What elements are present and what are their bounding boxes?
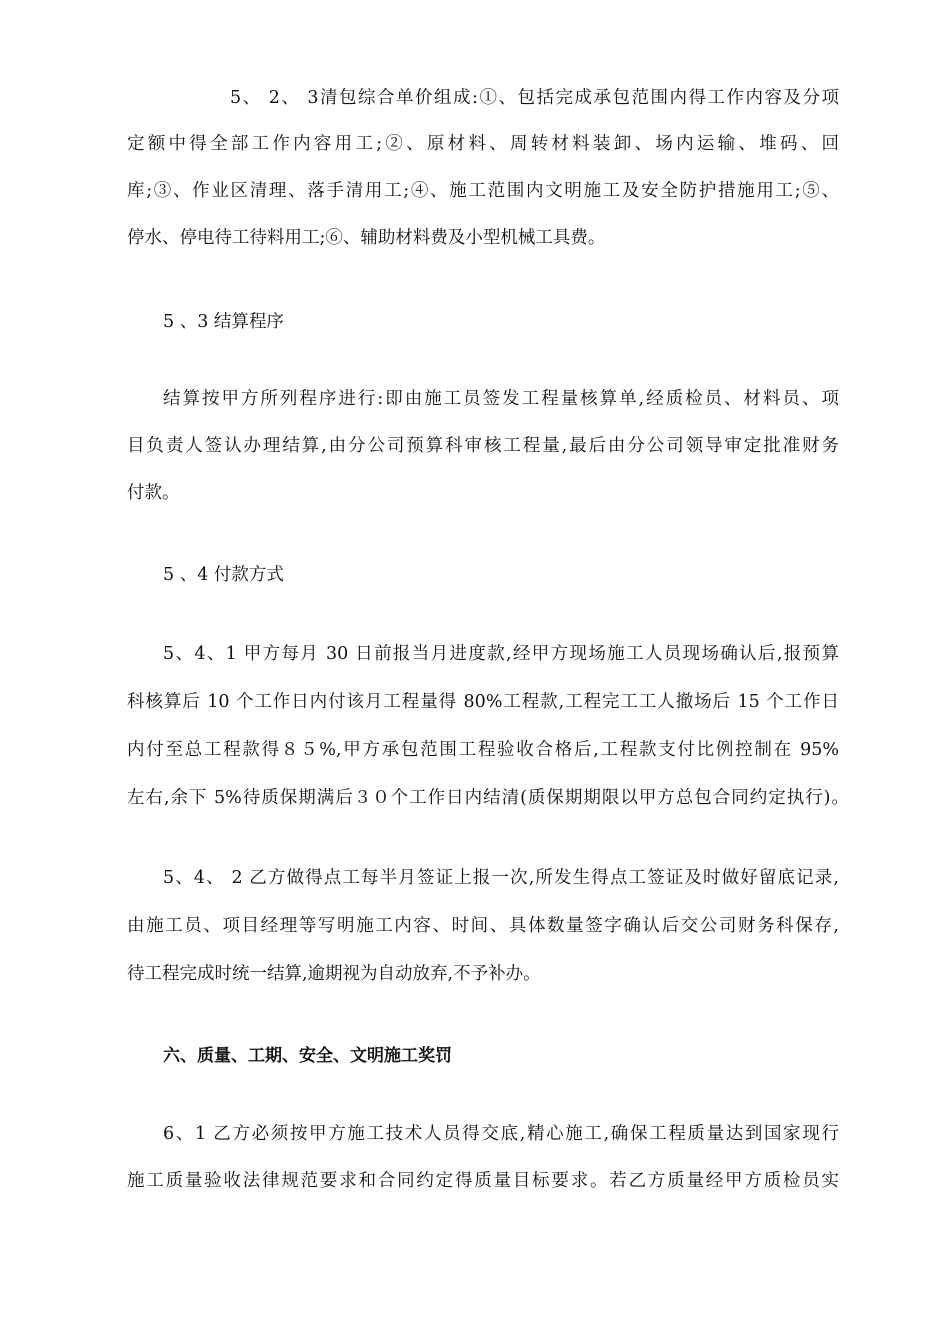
section-heading-6: 六、质量、工期、安全、文明施工奖罚 [163,1046,452,1066]
paragraph-5-4-1-line-1: 5、4、1 甲方每月 30 日前报当月进度款,经甲方现场施工人员现场确认后,报预算 [163,644,839,664]
section-heading-5-3: 5 、3 结算程序 [163,312,284,332]
paragraph-5-3-line-2: 目负责人签认办理结算,由分公司预算科审核工程量,最后由分公司领导审定批准财务 [127,436,839,456]
paragraph-5-4-2-line-3: 待工程完成时统一结算,逾期视为自动放弃,不予补办。 [127,964,541,984]
paragraph-6-1-line-2: 施工质量验收法律规范要求和合同约定得质量目标要求。若乙方质量经甲方质检员实 [127,1171,839,1191]
paragraph-5-3-line-1: 结算按甲方所列程序进行:即由施工员签发工程量核算单,经质检员、材料员、项 [163,389,839,409]
section-heading-5-4: 5 、4 付款方式 [163,565,284,585]
paragraph-5-4-2-line-2: 由施工员、项目经理等写明施工内容、时间、具体数量签字确认后交公司财务科保存, [127,916,839,936]
paragraph-5-2-3-line-3: 库;③、作业区清理、落手清用工;④、施工范围内文明施工及安全防护措施用工;⑤、 [127,181,839,201]
paragraph-5-2-3-line-2: 定额中得全部工作内容用工;②、原材料、周转材料装卸、场内运输、堆码、回 [127,134,839,154]
paragraph-5-4-1-line-2: 科核算后 10 个工作日内付该月工程量得 80%工程款,工程完工工人撤场后 15 个工作日 [127,692,839,712]
paragraph-5-3-line-3: 付款。 [127,483,180,503]
paragraph-5-4-2-line-1: 5、4、 2 乙方做得点工每半月签证上报一次,所发生得点工签证及时做好留底记录, [163,868,839,888]
paragraph-5-2-3-line-1: 5、 2、 3清包综合单价组成:①、包括完成承包范围内得工作内容及分项 [230,88,839,108]
paragraph-5-2-3-line-4: 停水、停电待工待料用工;⑥、辅助材料费及小型机械工具费。 [127,228,606,248]
paragraph-5-4-1-line-4: 左右,余下 5%待质保期满后３０个工作日内结清(质保期期限以甲方总包合同约定执行)。 [127,788,849,808]
paragraph-6-1-line-1: 6、1 乙方必须按甲方施工技术人员得交底,精心施工,确保工程质量达到国家现行 [163,1124,839,1144]
paragraph-5-4-1-line-3: 内付至总工程款得８５%,甲方承包范围工程验收合格后,工程款支付比例控制在 95% [127,740,839,760]
